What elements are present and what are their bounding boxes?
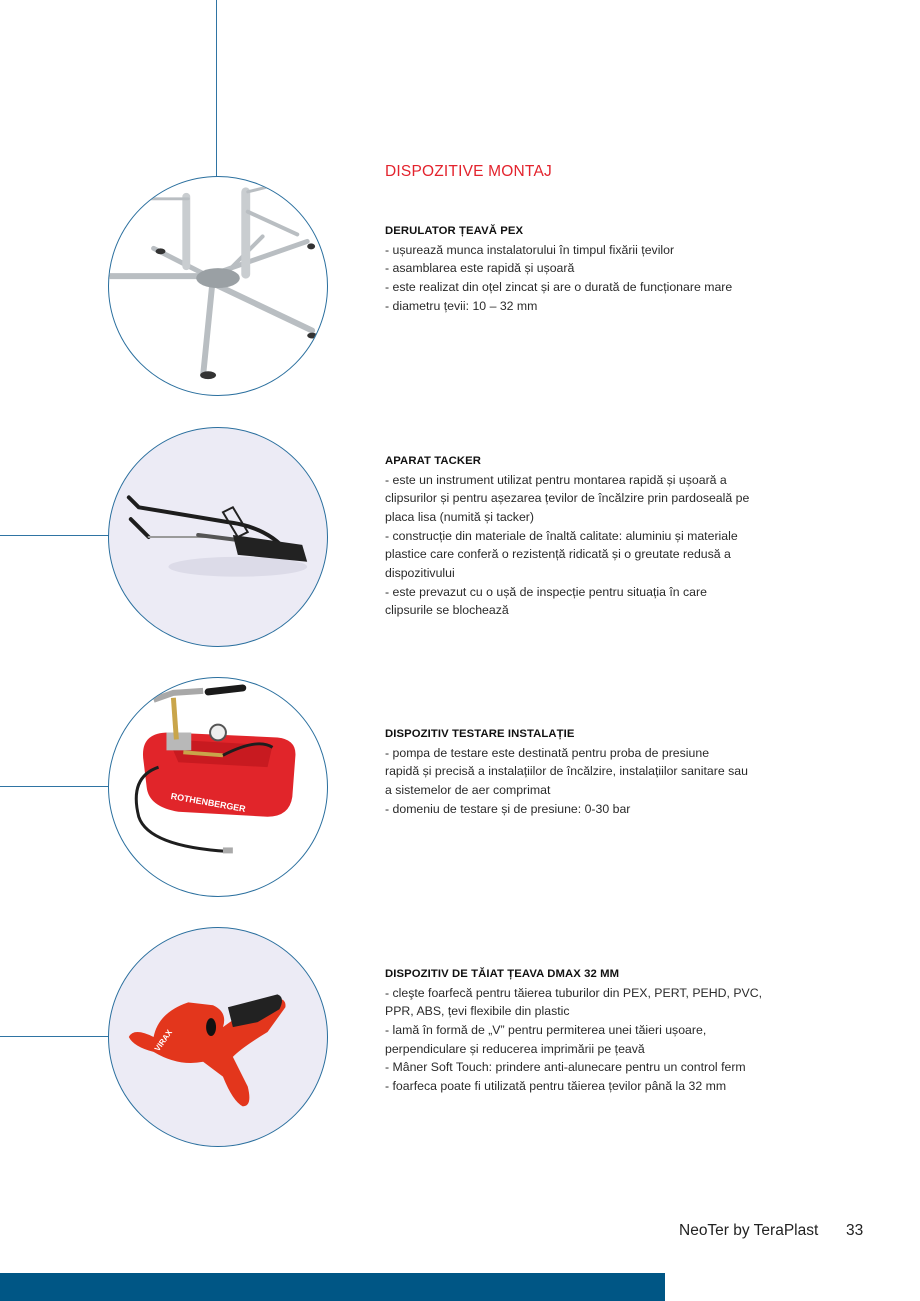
pex-pipe-uncoiler-image [108,176,328,396]
product-line: rapidă și precisă a instalațiilor de încălzire, instalațiilor sanitare sau [385,764,748,779]
product-line: - este un instrument utilizat pentru montarea rapidă și ușoară a [385,472,727,487]
svg-text:VIRAX: VIRAX [152,1028,175,1054]
connector-line-2 [0,535,109,536]
product-line: - asamblarea este rapidă și ușoară [385,261,575,276]
product-line: - foarfeca poate fi utilizată pentru tăierea țevilor până la 32 mm [385,1079,727,1094]
product-line: - diametru țevii: 10 – 32 mm [385,298,538,313]
product-line: clipsurilor și pentru așezarea țevilor de încălzire prin pardoseală pe [385,491,750,506]
product-line: - cleşte foarfecă pentru tăierea tuburilor din PEX, PERT, PEHD, PVC, [385,985,763,1000]
product-line: placa lisa (numită și tacker) [385,509,534,524]
connector-line-4 [0,1036,109,1037]
product-line: - lamă în formă de „V” pentru permiterea unei tăieri ușoare, [385,1022,707,1037]
svg-text:ROTHENBERGER: ROTHENBERGER [170,791,247,815]
product-title: DISPOZITIV DE TĂIAT ȚEAVA DMAX 32 MM [385,968,620,980]
product-line: - construcție din materiale de înaltă calitate: aluminiu și materiale [385,528,738,543]
product-line: - ușurează munca instalatorului în timpul fixării țevilor [385,242,675,257]
product-line: clipsurile se blochează [385,603,509,618]
product-line: dispozitivului [385,566,455,581]
product-line: - este prevazut cu o ușă de inspecție pentru situația în care [385,584,707,599]
product-line: - este realizat din oțel zincat și are o durată de funcționare mare [385,279,733,294]
pipe-cutter-image [108,927,328,1147]
tacker-tool-image [108,427,328,647]
footer-bar [0,1273,665,1301]
product-line: - Mâner Soft Touch: prindere anti-alunecare pentru un control ferm [385,1060,746,1075]
product-line: plastice care conferă o rezistență ridicată și o greutate redusă a [385,547,731,562]
product-line: perpendiculare și reducerea imprimării pe țeavă [385,1041,645,1056]
product-tacker [385,452,805,620]
pressure-test-pump-image [108,677,328,897]
footer-brand: NeoTer by TeraPlast [679,1222,819,1239]
product-line: PPR, ABS, țevi flexibile din plastic [385,1004,570,1019]
product-line: a sistemelor de aer comprimat [385,782,551,797]
connector-line-3 [0,786,109,787]
product-derulator [385,222,805,315]
product-line: - domeniu de testare și de presiune: 0-30 bar [385,801,631,816]
connector-line-vertical [216,0,217,177]
section-title: DISPOZITIVE MONTAJ [385,163,552,180]
product-title: DERULATOR ȚEAVĂ PEX [385,225,524,237]
product-title: APARAT TACKER [385,455,482,467]
product-test-pump [385,725,805,818]
product-line: - pompa de testare este destinată pentru proba de presiune [385,745,710,760]
product-pipe-cutter [385,965,805,1096]
page-number: 33 [846,1222,864,1239]
product-title: DISPOZITIV TESTARE INSTALAȚIE [385,728,575,740]
